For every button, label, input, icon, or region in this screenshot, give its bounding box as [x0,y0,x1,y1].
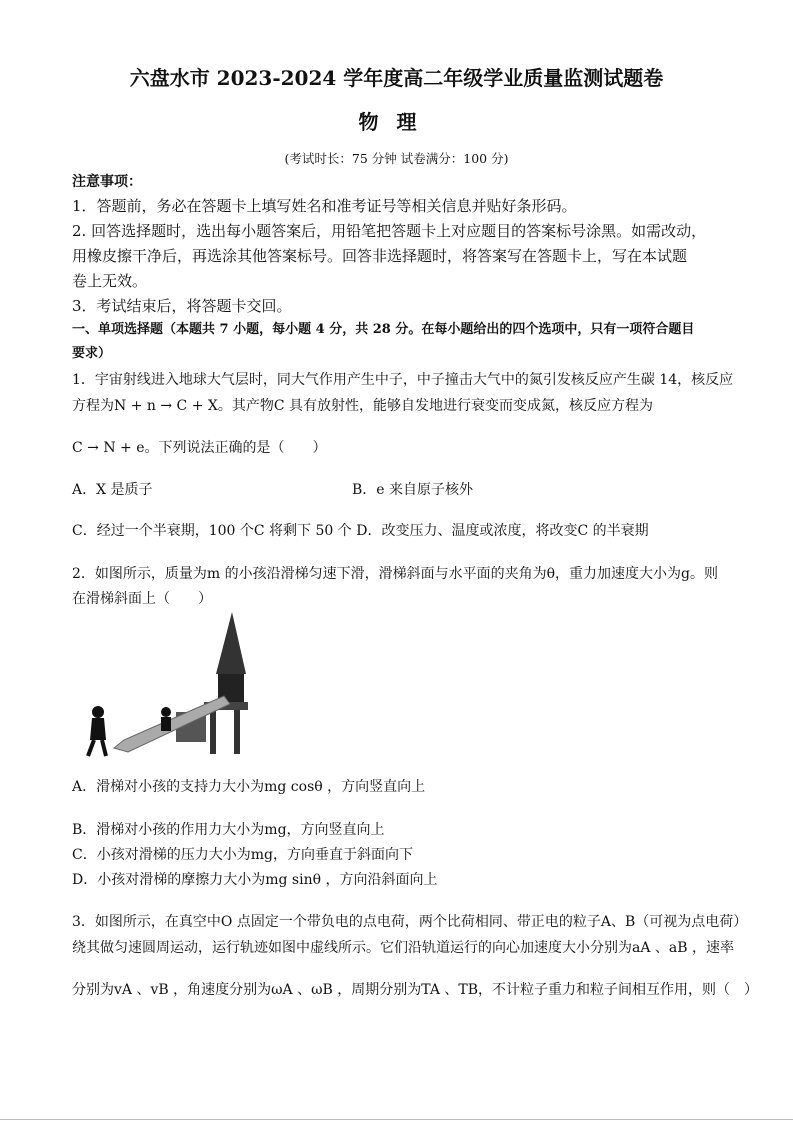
q1-option-c-tail: C 将剩下 50 个 D．改变压力、温度或浓度，将改变 [253,523,578,539]
tower-roof [216,612,246,674]
q1-line3-post: 。下列说法正确的是（ ） [144,440,327,456]
page-bottom-rule [0,1119,793,1120]
q1-option-b-text: e 来自原子核外 [376,482,474,498]
slide-illustration [84,612,254,760]
q3-stem-line2: 绕其做匀速圆周运动，运行轨迹如图中虚线所示。它们沿轨道运行的向心加速度大小分别为aA 、aB ，速率 [72,940,734,956]
notice-item-1: 1．答题前，务必在答题卡上填写姓名和准考证号等相关信息并贴好条形码。 [72,197,577,215]
q2-option-d: D．小孩对滑梯的摩擦力大小为mg sinθ ，方向沿斜面向上 [72,872,438,888]
q2-option-b: B．滑梯对小孩的作用力大小为mg，方向竖直向上 [72,822,385,838]
child-on-slide-body [161,717,171,731]
child-on-slide-head [161,707,171,717]
exam-title: 六盘水市 2023-2024 学年度高二年级学业质量监测试题卷 [129,66,664,90]
q1-stem-line1: 1．宇宙射线进入地球大气层时，同大气作用产生中子，中子撞击大气中的氮引发核反应产生碳 14，核反应 [72,372,734,388]
walking-child-body [90,718,106,740]
q1-stem-line2 [72,396,653,416]
q1-option-c: C．经过一个半衰期，100 个 [72,523,254,539]
platform-post-2 [234,710,240,754]
notice-item-3: 3．考试结束后，将答题卡交回。 [72,297,292,315]
q1-option-b-label: B． [352,482,377,498]
q1-line2-eq: N + n → C + X [114,398,218,414]
q1-line2-post: 。其产物 [217,398,274,414]
q3-stem-line3: 分别为vA 、vB ，角速度分别为ωA 、ωB ，周期分别为TA 、TB，不计粒子重力和粒子间相互作用，则（ ） [72,982,759,998]
q1-option-a: A．X 是质子 [72,482,153,498]
q2-stem-line1: 2．如图所示，质量为m 的小孩沿滑梯匀速下滑，滑梯斜面与水平面的夹角为θ，重力加速度大小为g。则 [72,566,719,582]
subject-title: 物理 [358,110,435,134]
notice-item-2-cont2: 卷上无效。 [72,272,148,290]
notice-heading: 注意事项： [72,174,142,190]
walking-child-leg-2 [102,740,106,756]
q1-stem-line3 [72,438,327,458]
q2-option-c: C．小孩对滑梯的压力大小为mg，方向垂直于斜面向下 [72,847,413,863]
q1-option-b [352,480,473,500]
q1-option-c-d [72,521,649,541]
q1-option-d-tail: C 的半衰期 [577,523,649,539]
walking-child-leg-1 [88,740,94,756]
notice-item-2: 2. 回答选择题时，选出每小题答案后，用铅笔把答题卡上对应题目的答案标号涂黑。如需改动， [72,222,707,240]
section1-heading-cont: 要求） [72,346,112,361]
q2-stem-line2: 在滑梯斜面上（ ） [72,591,212,607]
q1-line2-pre: 方程为 [72,398,114,414]
section1-heading: 一、单项选择题（本题共 7 小题，每小题 4 分，共 28 分。在每小题给出的四个选项中，只有一项符合题目 [72,322,695,337]
notice-item-2-cont: 用橡皮擦干净后，再选涂其他答案标号。回答非选择题时，将答案写在答题卡上，写在本试题 [72,247,688,265]
exam-meta: (考试时长：75 分钟 试卷满分：100 分) [284,151,509,166]
platform-post-1 [210,710,216,754]
q3-stem-line1: 3．如图所示，在真空中O 点固定一个带负电的点电荷，两个比荷相同、带正电的粒子A、B（可视为点电荷） [72,914,748,930]
q2-option-a: A．滑梯对小孩的支持力大小为mg cosθ ，方向竖直向上 [72,779,426,795]
q1-line3-eq: C → N + e [72,440,145,456]
q1-line2-tail: C 具有放射性，能够自发地进行衰变而变成氮，核反应方程为 [273,398,654,414]
walking-child-head [92,706,104,718]
